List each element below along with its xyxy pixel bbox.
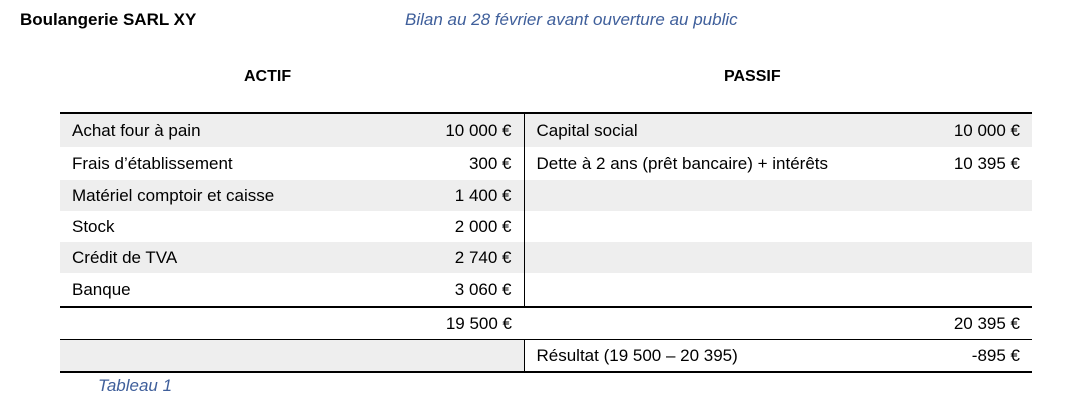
actif-heading: ACTIF: [244, 68, 292, 85]
passif-label: [524, 211, 904, 242]
passif-amount: [904, 273, 1032, 307]
passif-label: Dette à 2 ans (prêt bancaire) + intérêts: [536, 154, 829, 173]
table-row: [60, 113, 1032, 147]
table-row: [60, 180, 1032, 211]
balance-sheet-table: [60, 112, 1032, 373]
actif-label: Crédit de TVA: [60, 242, 360, 273]
passif-amount: 10 395 €: [953, 154, 1020, 173]
actif-amount: 10 000 €: [360, 113, 524, 147]
total-spacer: [524, 307, 904, 340]
passif-label: [524, 180, 904, 211]
passif-label: [524, 242, 904, 273]
balance-sheet-title: Bilan au 28 février avant ouverture au public: [405, 10, 738, 29]
actif-amount: 300 €: [360, 147, 524, 180]
table-row: [60, 242, 1032, 273]
table-caption: Tableau 1: [98, 376, 173, 395]
result-amount: -895 €: [904, 340, 1032, 373]
passif-total: 20 395 €: [904, 307, 1032, 340]
actif-amount: 1 400 €: [360, 180, 524, 211]
company-name: Boulangerie SARL XY: [20, 10, 197, 29]
actif-amount: 2 740 €: [360, 242, 524, 273]
actif-label: Frais d’établissement: [72, 154, 233, 173]
actif-total: 19 500 €: [360, 307, 524, 340]
table-row: [60, 147, 1032, 180]
actif-label: Stock: [72, 217, 115, 236]
table-row: [60, 273, 1032, 307]
table-row: [60, 211, 1032, 242]
passif-amount: [904, 211, 1032, 242]
passif-label: Capital social: [524, 113, 904, 147]
actif-label: Achat four à pain: [60, 113, 360, 147]
actif-label: Banque: [72, 280, 131, 299]
result-label: Résultat (19 500 – 20 395): [524, 340, 904, 373]
passif-heading: PASSIF: [724, 68, 781, 85]
total-spacer: [60, 307, 360, 340]
passif-amount: 10 000 €: [904, 113, 1032, 147]
passif-amount: [904, 242, 1032, 273]
actif-label: Matériel comptoir et caisse: [60, 180, 360, 211]
actif-amount: 2 000 €: [360, 211, 524, 242]
passif-label: [524, 273, 904, 307]
result-spacer: [360, 340, 524, 373]
actif-amount: 3 060 €: [360, 273, 524, 307]
totals-row: [60, 307, 1032, 340]
passif-amount: [904, 180, 1032, 211]
result-spacer: [60, 340, 360, 373]
result-row: [60, 340, 1032, 373]
